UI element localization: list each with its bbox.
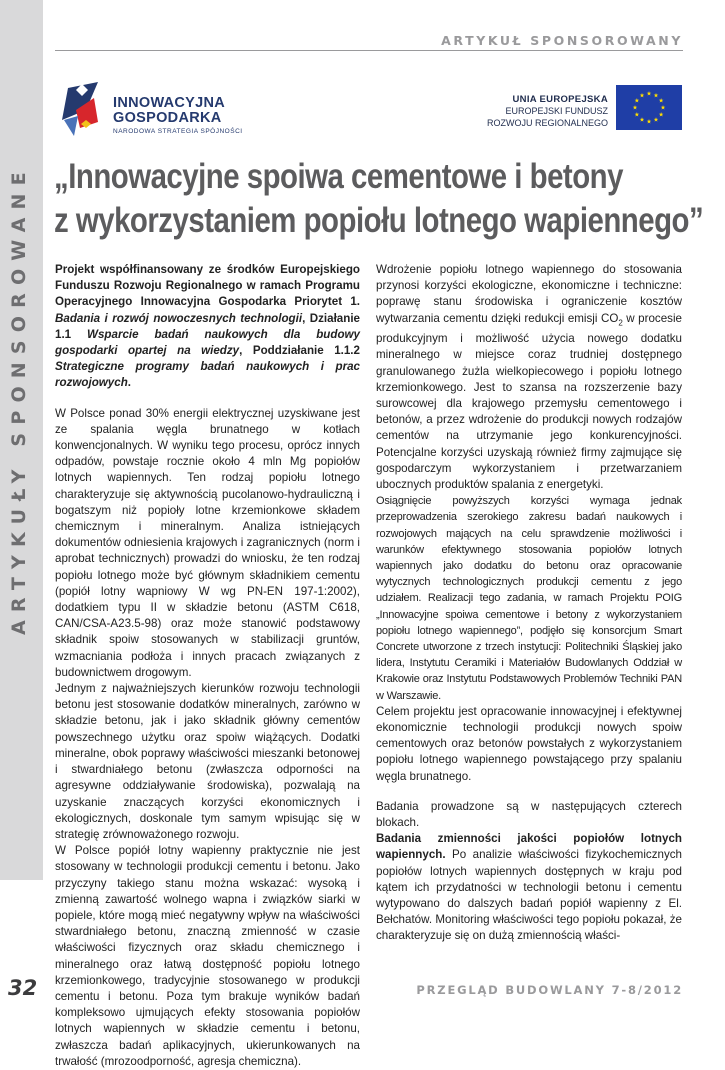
title-line-2: z wykorzystaniem popiołu lotnego wapiennego” xyxy=(54,201,704,240)
journal-footer: PRZEGLĄD BUDOWLANY 7-8/2012 xyxy=(416,983,683,997)
column-right xyxy=(376,262,682,945)
ig-line2: GOSPODARKA xyxy=(113,110,222,126)
ig-line1: INNOWACYJNA xyxy=(113,95,226,111)
side-band-lower xyxy=(0,880,43,1024)
paragraph-4: Wdrożenie popiołu lotnego wapiennego do stosowania przynosi korzyści ekologiczne, ekonomiczne i techniczne: poprawę stanu środowiska i ograniczenie kosztów wytwarzania cementu dzięki redukcji emisji $CO_2$ w procesie produkcyjnym i możliwość użycia nowego dodatku mineralnego w miejsce coraz trudniej dostępnego granulowanego żużla wielkopiecowego i popiołu lotnego krzemionkowego. Jest to szansa na rozszerzenie bazy surowcowej dla krajowego przemysłu cementowego i betonów, a przez wdrożenie do produkcji nowych rodzajów cementów na utrzymanie jego konkurencyjności. Potencjalne korzyści uzyskają również firmy zajmujące się gospodarczym wykorzystaniem i przetwarzaniem ubocznych produktów spalania z energetyki. xyxy=(376,263,682,491)
column-left xyxy=(55,262,361,1068)
article-title xyxy=(54,155,704,243)
eu-fund-text xyxy=(487,94,608,129)
paragraph-1: W Polsce ponad 30% energii elektrycznej uzyskiwane jest ze spalania węgla brunatnego w kotłach konwencjonalnych. W wyniku tego procesu, oprócz innych odpadów, powstaje rocznie około 4 mln Mg popiołów lotnych wapiennych. Ten rodzaj popiołu lotnego charakteryzuje się aktywnością pucolanowo-hydrauliczną i bogatszym niż popioły lotne krzemionkowe składem chemicznym i mineralnym. Analiza istniejących dokumentów odniesienia krajowych i zagranicznych (norm i aprobat technicznych) prowadzi do wniosku, że ten rodzaj popiołu lotnego może być głównym składnikiem cementu (popiół lotny wapniowy W wg PN-EN 197-1:2002), dodatkiem typu II w składzie betonu (ASTM C618, CAN/CSA-A23.5-98) oraz może stanowić podstawowy składnik spoiw stosowanych w stabilizacji gruntów, wzmacniania podłoża i innych pracach związanych z budownictwem drogowym. xyxy=(55,406,360,679)
eu-line1: UNIA EUROPEJSKA xyxy=(512,94,608,105)
paragraph-3: W Polsce popiół lotny wapienny praktycznie nie jest stosowany w technologii produkcji cementu i betonu. Jako przyczyny takiego stanu można wskazać: wysoką i zmienną zawartość wolnego wapna i związków siarki w popiele, które mogą mieć negatywny wpływ na właściwości stwardniałego betonu, znaczną zmienność w czasie właściwości fizycznych oraz składu chemicznego i mineralnego oraz łatwą dostępność popiołu lotnego krzemionkowego, tradycyjnie stosowanego w produkcji cementu i betonu. Poza tym brakuje wyników badań kompleksowo ujmujących efekty stosowania popiołów lotnych wapiennych w składzie cementu i betonu, zwłaszcza badań aplikacyjnych, ukierunkowanych na trwałość (mrozoodporność, agresja chemiczna). xyxy=(55,844,360,1068)
section-label: ARTYKUŁ SPONSOROWANY xyxy=(441,33,683,48)
paragraph-5: Osiągnięcie powyższych korzyści wymaga jednak przeprowadzenia szerokiego zakresu badań naukowych i rozwojowych mających na celu sprawdzenie możliwości i warunków efektywnego stosowania popiołów lotnych wapiennych jako dodatku do betonu oraz opracowanie wytycznych technologicznych produkcji cementu z jego udziałem. Realizacji tego zadania, w ramach Projektu POIG „Innowacyjne spoiwa cementowe i betony z wykorzystaniem popiołu lotnego wapiennego”, podjęło się konsorcjum Smart Concrete utworzone z trzech instytucji: Politechniki Śląskiej jako lidera, Instytutu Ceramiki i Materiałów Budowlanych Oddział w Krakowie oraz Instytutu Podstawowych Problemów Techniki PAN w Warszawie. xyxy=(376,495,682,702)
eu-line3: ROZWOJU REGIONALNEGO xyxy=(486,117,608,128)
eu-flag-icon xyxy=(616,85,682,130)
innowacyjna-gospodarka-text xyxy=(113,96,243,135)
logo-shape-blue xyxy=(64,116,78,136)
side-section-label: ARTYKUŁY SPONSOROWANE xyxy=(8,164,30,635)
ig-line3: NARODOWA STRATEGIA SPÓJNOŚCI xyxy=(113,128,243,135)
paragraph-6: Celem projektu jest opracowanie innowacyjnej i efektywnej ekonomicznie technologii produkcji nowych spoiw cementowych oraz betonów powstałych z wykorzystaniem popiołu lotnego wapiennego powstającego przy spalaniu węgla brunatnego. xyxy=(376,704,682,783)
paragraph-8: Badania zmienności jakości popiołów lotnych wapiennych. Po analizie właściwości fizykochemicznych popiołów lotnych wapiennych dostępnych w kraju pod kątem ich przydatności w technologii betonu i cementu wytypowano do dalszych badań popiół wapienny z El. Bełchatów. Monitoring właściwości tego popiołu pokazał, że charakteryzuje się on dużą zmiennością właści- xyxy=(376,832,682,943)
title-line-1: „Innowacyjne spoiwa cementowe i betony xyxy=(54,157,623,196)
top-rule xyxy=(55,50,683,51)
page-number: 32 xyxy=(8,976,38,1000)
paragraph-7: Badania prowadzone są w następujących czterech blokach. xyxy=(376,799,682,830)
intro-paragraph: Projekt współfinansowany ze środków Europejskiego Funduszu Rozwoju Regionalnego w ramach Programu Operacyjnego Innowacyjna Gospodarka Priorytet 1. Badania i rozwój nowoczesnych technologii, Działanie 1.1 Wsparcie badań naukowych dla budowy gospodarki opartej na wiedzy, Poddziałanie 1.1.2 Strategiczne programy badań naukowych i prac rozwojowych. xyxy=(55,263,361,390)
eu-line2: EUROPEJSKI FUNDUSZ xyxy=(505,106,608,116)
paragraph-2: Jednym z najważniejszych kierunków rozwoju technologii betonu jest stosowanie dodatków mineralnych, zarówno w składzie betonu, jak i jako składnik główny cementów powszechnego użytku oraz spoiw wiążących. Dodatki mineralne, obok poprawy właściwości mieszanki betonowej i stwardniałego betonu (zwłaszcza odporności na agresywne oddziaływanie środowiska), pozwalają na uzyskanie znaczących korzyści ekonomicznych i ekologicznych, doskonale tym samym wpisując się w strategię zrównoważonego rozwoju. xyxy=(55,682,360,841)
